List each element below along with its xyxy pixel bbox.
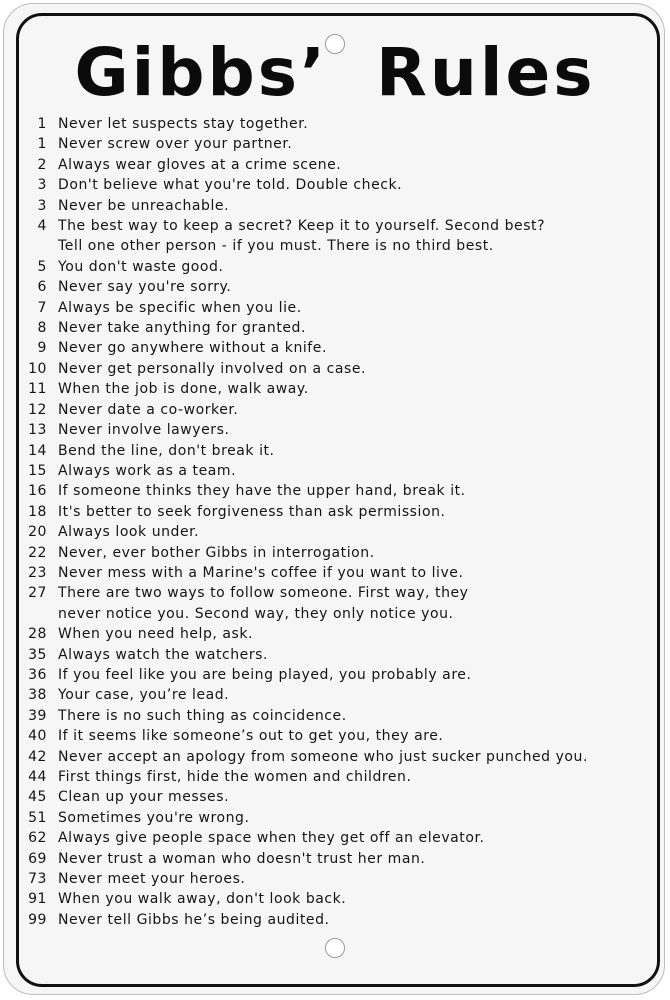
rule-number: 14 [28,442,47,459]
rule-number: 3 [37,177,47,194]
rule-number: 12 [28,401,47,418]
rule-text: Sometimes you're wrong. [58,809,250,826]
rule-text: Never screw over your partner. [58,136,293,153]
rule-number: 73 [28,871,47,888]
rule-text: When you walk away, don't look back. [58,891,347,908]
rule-number: 35 [28,646,47,663]
rule-number: 36 [28,666,47,683]
rule-item [26,134,646,154]
rule-item [26,645,646,665]
rule-item [26,522,646,542]
rule-item [26,706,646,726]
rule-item [26,787,646,807]
rule-item [26,502,646,522]
rule-number: 38 [28,687,47,704]
rule-number: 40 [28,728,47,745]
rule-text: There are two ways to follow someone. First way, they never notice you. Second way, they only notice you. [58,585,469,622]
rule-item [26,869,646,889]
rule-number: 91 [28,891,47,908]
rule-number: 3 [37,197,47,214]
rule-item [26,196,646,216]
rule-text: Clean up your messes. [58,789,230,806]
rule-text: Always watch the watchers. [58,646,268,663]
rule-text: Never tell Gibbs he’s being audited. [58,911,330,928]
rule-text: Always wear gloves at a crime scene. [58,156,342,173]
rule-number: 22 [28,544,47,561]
rule-number: 13 [28,422,47,439]
rule-item [26,665,646,685]
rule-item [26,216,646,257]
rule-number: 23 [28,564,47,581]
rule-text: First things first, hide the women and children. [58,769,412,785]
rule-number: 4 [37,218,47,235]
rule-item [26,583,646,624]
rule-number: 16 [28,483,47,500]
rule-item [26,257,646,277]
rule-text: If you feel like you are being played, you probably are. [58,666,472,683]
rule-text: Bend the line, don't break it. [58,442,275,459]
rule-item [26,828,646,848]
rule-text: If it seems like someone’s out to get you, they are. [58,728,444,745]
rule-item [26,298,646,318]
rule-number: 5 [37,258,47,275]
rule-text: Never take anything for granted. [58,320,306,337]
rule-item [26,277,646,297]
rule-number: 51 [28,809,47,826]
rule-number: 20 [28,524,47,541]
rule-item [26,318,646,338]
rule-item [26,808,646,828]
rules-list [26,114,646,930]
rule-text: You don't waste good. [58,258,224,275]
rule-number: 8 [37,320,47,337]
rule-text: When you need help, ask. [58,626,254,643]
rule-text: Never involve lawyers. [58,422,230,439]
rule-item [26,767,646,787]
rule-number: 28 [28,626,47,643]
rule-text: Never be unreachable. [58,197,230,214]
rule-number: 2 [37,156,47,173]
rule-number: 45 [28,789,47,806]
rule-item [26,849,646,869]
rule-item [26,379,646,399]
sign-title: Gibbs’ Rules [74,34,596,111]
rule-number: 1 [37,136,47,153]
rule-number: 69 [28,850,47,867]
rule-number: 11 [28,381,47,398]
rule-text: There is no such thing as coincidence. [58,707,347,724]
rule-text: Always give people space when they get off an elevator. [58,830,485,847]
rule-item [26,481,646,501]
rule-item [26,889,646,909]
rule-item [26,338,646,358]
rule-item [26,910,646,930]
rule-item [26,441,646,461]
rule-text: Never let suspects stay together. [58,116,309,132]
rule-number: 18 [28,503,47,520]
rule-number: 10 [28,360,47,377]
rule-item [26,400,646,420]
rule-text: Never, ever bother Gibbs in interrogation. [58,544,375,561]
rule-text: It's better to seek forgiveness than ask permission. [58,503,446,520]
rule-text: Always look under. [58,524,200,541]
rule-item [26,359,646,379]
rule-number: 27 [28,585,47,602]
rule-number: 9 [37,340,47,357]
rule-number: 15 [28,462,47,479]
rule-text: If someone thinks they have the upper hand, break it. [58,483,466,500]
rule-item [26,685,646,705]
rule-text: Always work as a team. [58,462,237,479]
rule-number: 44 [28,769,47,785]
rule-item [26,420,646,440]
rule-item [26,726,646,746]
rule-number: 42 [28,748,47,765]
rule-text: Never trust a woman who doesn't trust her man. [58,850,426,867]
rule-number: 7 [37,299,47,316]
rule-item [26,543,646,563]
rule-text: Never go anywhere without a knife. [58,340,327,357]
rule-item [26,563,646,583]
rule-item [26,461,646,481]
rule-item [26,175,646,195]
rule-item [26,624,646,644]
rule-number: 62 [28,830,47,847]
rule-text: Never accept an apology from someone who just sucker punched you. [58,748,588,765]
rule-number: 99 [28,911,47,928]
rule-item [26,114,646,134]
rule-text: Never say you're sorry. [58,279,232,296]
rule-text: Never meet your heroes. [58,871,246,888]
rule-number: 1 [37,116,47,132]
rule-text: The best way to keep a secret? Keep it to yourself. Second best? Tell one other person - if you must. There is no third best. [58,218,546,255]
rule-text: Don't believe what you're told. Double check. [58,177,403,194]
rule-item [26,155,646,175]
rule-text: Always be specific when you lie. [58,299,302,316]
bottom-mounting-hole [325,938,345,958]
rule-item [26,747,646,767]
rule-number: 39 [28,707,47,724]
rule-text: When the job is done, walk away. [58,381,309,398]
rule-text: Never get personally involved on a case. [58,360,367,377]
rule-text: Never mess with a Marine's coffee if you want to live. [58,564,464,581]
rule-text: Your case, you’re lead. [58,687,230,704]
rule-number: 6 [37,279,47,296]
rule-text: Never date a co-worker. [58,401,239,418]
